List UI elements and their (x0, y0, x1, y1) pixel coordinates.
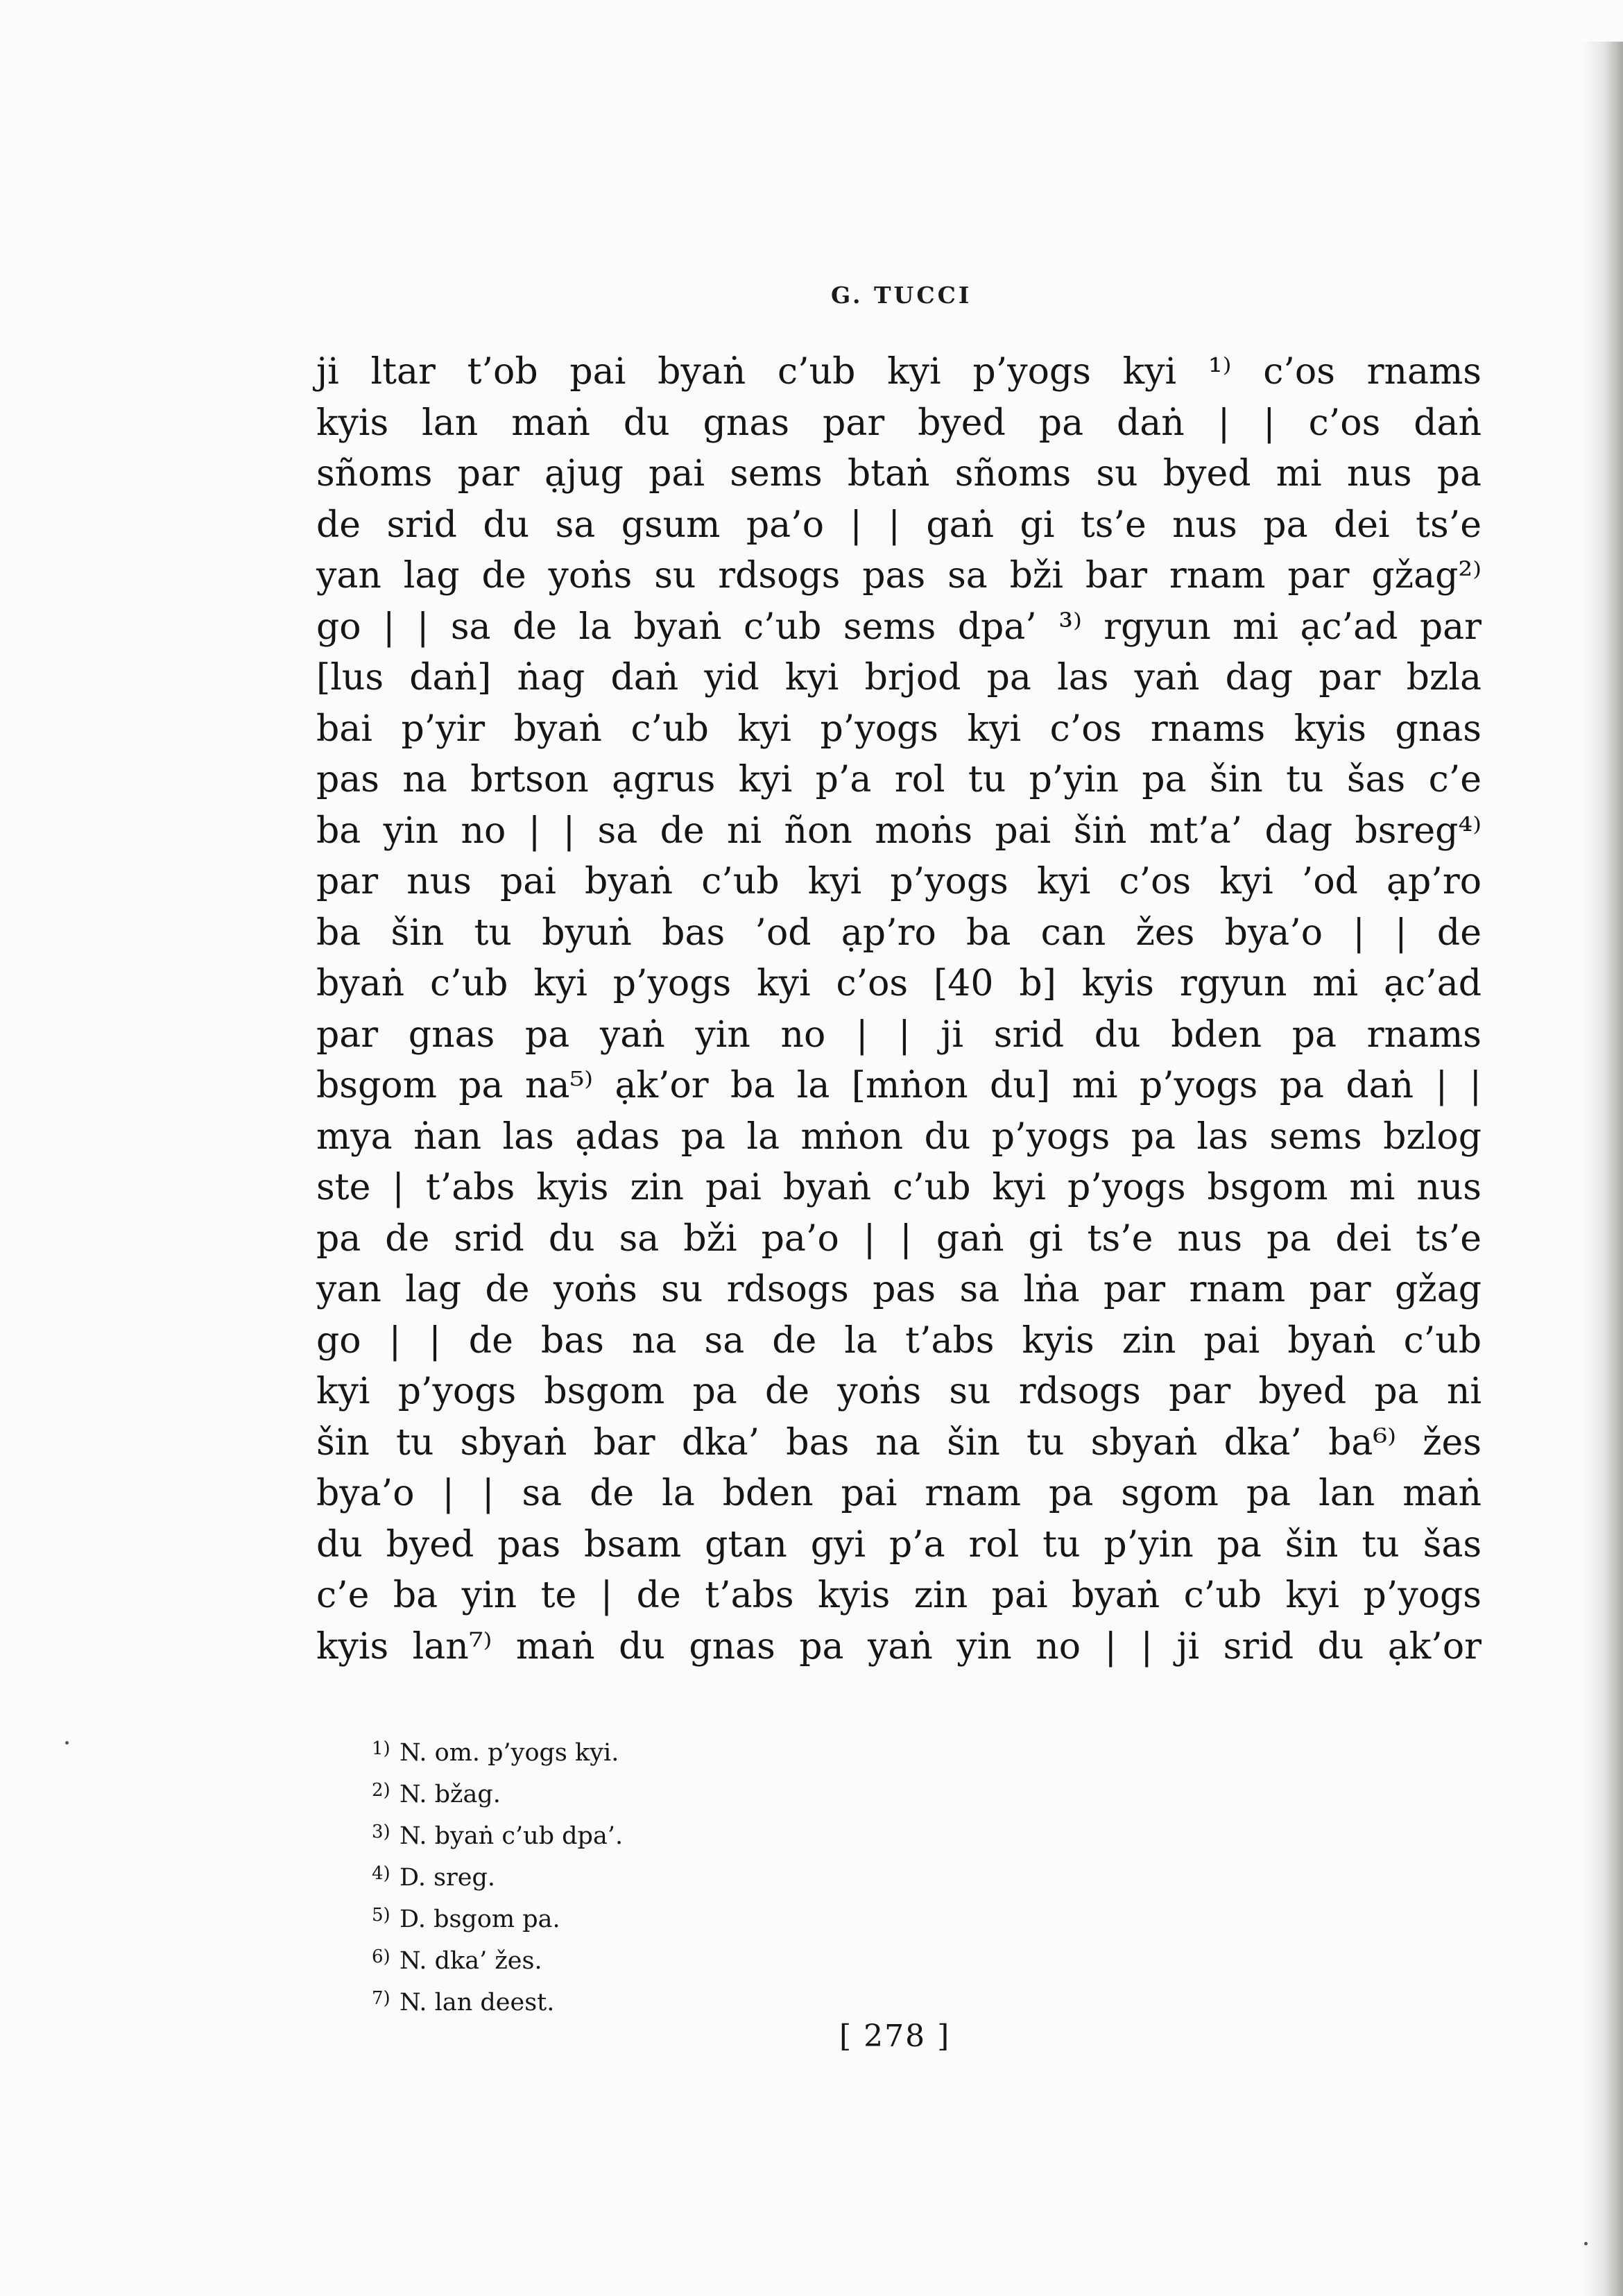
text-line: pas na brtson ạgrus kyi p’a rol tu p’yin pa šin tu šas c’e (316, 759, 1482, 800)
footnote (372, 1813, 623, 1855)
page-edge-shadow (1583, 42, 1623, 2296)
footnote (372, 1938, 623, 1980)
text-line: go | | sa de la byaṅ c’ub sems dpa’ ³⁾ rgyun mi ạc’ad par (316, 606, 1482, 648)
scan-speck (65, 1741, 69, 1745)
text-line: byaṅ c’ub kyi p’yogs kyi c’os [40 b] kyis rgyun mi ạc’ad (316, 963, 1482, 1004)
footnote-number: 5) (372, 1905, 390, 1926)
text-line: yan lag de yoṅs su rdsogs pas sa bži bar rnam par gžag²⁾ (316, 555, 1482, 597)
text-line: ba yin no | | sa de ni ñon moṅs pai šiṅ mt’a’ dag bsreg⁴⁾ (316, 809, 1482, 852)
text-line: [lus daṅ] ṅag daṅ yid kyi brjod pa las yaṅ dag par bzla (316, 657, 1482, 699)
text-line: yan lag de yoṅs su rdsogs pas sa lṅa par rnam par gžag (316, 1269, 1482, 1310)
scan-speck (1584, 2242, 1588, 2245)
footnote-text: D. bsgom pa. (400, 1905, 560, 1933)
footnote-text: N. bžag. (400, 1781, 501, 1808)
text-line: mya ṅan las ạdas pa la mṅon du p’yogs pa las sems bzlog (316, 1115, 1482, 1158)
footnote-number: 7) (372, 1988, 390, 2009)
footnote-text: D. sreg. (400, 1864, 496, 1892)
text-line: bya’o | | sa de la bden pai rnam pa sgom pa lan maṅ (316, 1473, 1482, 1514)
text-line: kyis lan maṅ du gnas par byed pa daṅ | | c’os daṅ (316, 402, 1482, 444)
footnote-number: 2) (372, 1780, 390, 1801)
body-text (316, 347, 1482, 1672)
footnote-text: N. dka’ žes. (400, 1947, 542, 1975)
footnote (372, 1896, 623, 1938)
text-line: kyis lan⁷⁾ maṅ du gnas pa yaṅ yin no | | ji srid du ạk’or (316, 1625, 1482, 1668)
footnote-number: 4) (372, 1863, 390, 1884)
footnotes (372, 1730, 623, 2021)
text-line: ji ltar t’ob pai byaṅ c’ub kyi p’yogs kyi ¹⁾ c’os rnams (316, 351, 1482, 393)
text-line: bsgom pa na⁵⁾ ạk’or ba la [mṅon du] mi p’yogs pa daṅ | | (316, 1065, 1482, 1106)
footnote-text: N. lan deest. (400, 1989, 555, 2016)
footnote-number: 6) (372, 1946, 390, 1967)
page-number: [ 278 ] (839, 2019, 951, 2054)
text-line: ste | t’abs kyis zin pai byaṅ c’ub kyi p’yogs bsgom mi nus (316, 1167, 1482, 1208)
text-line: de srid du sa gsum pa’o | | gaṅ gi ts’e nus pa dei ts’e (316, 504, 1482, 546)
text-line: kyi p’yogs bsgom pa de yoṅs su rdsogs par byed pa ni (316, 1371, 1482, 1412)
text-line: šin tu sbyaṅ bar dka’ bas na šin tu sbyaṅ dka’ ba⁶⁾ žes (316, 1421, 1482, 1464)
running-head: G. TUCCI (831, 282, 972, 309)
text-line: pa de srid du sa bži pa’o | | gaṅ gi ts’e nus pa dei ts’e (316, 1217, 1482, 1260)
footnote-text: N. byaṅ c’ub dpa’. (400, 1822, 624, 1850)
text-line: par nus pai byaṅ c’ub kyi p’yogs kyi c’os kyi ’od ạp’ro (316, 861, 1482, 902)
text-line: c’e ba yin te | de t’abs kyis zin pai byaṅ c’ub kyi p’yogs (316, 1575, 1482, 1616)
text-line: du byed pas bsam gtan gyi p’a rol tu p’yin pa šin tu šas (316, 1523, 1482, 1566)
footnote-number: 3) (372, 1822, 390, 1842)
text-line: sñoms par ạjug pai sems btaṅ sñoms su byed mi nus pa (316, 453, 1482, 495)
text-line: bai p’yir byaṅ c’ub kyi p’yogs kyi c’os rnams kyis gnas (316, 708, 1482, 750)
text-line: par gnas pa yaṅ yin no | | ji srid du bden pa rnams (316, 1013, 1482, 1056)
footnote (372, 1980, 623, 2021)
footnote-text: N. om. p’yogs kyi. (400, 1739, 619, 1767)
footnote (372, 1772, 623, 1813)
text-line: go | | de bas na sa de la t’abs kyis zin pai byaṅ c’ub (316, 1319, 1482, 1362)
footnote (372, 1730, 623, 1772)
footnote (372, 1855, 623, 1896)
footnote-number: 1) (372, 1738, 390, 1759)
text-line: ba šin tu byuṅ bas ’od ạp’ro ba can žes bya’o | | de (316, 911, 1482, 954)
